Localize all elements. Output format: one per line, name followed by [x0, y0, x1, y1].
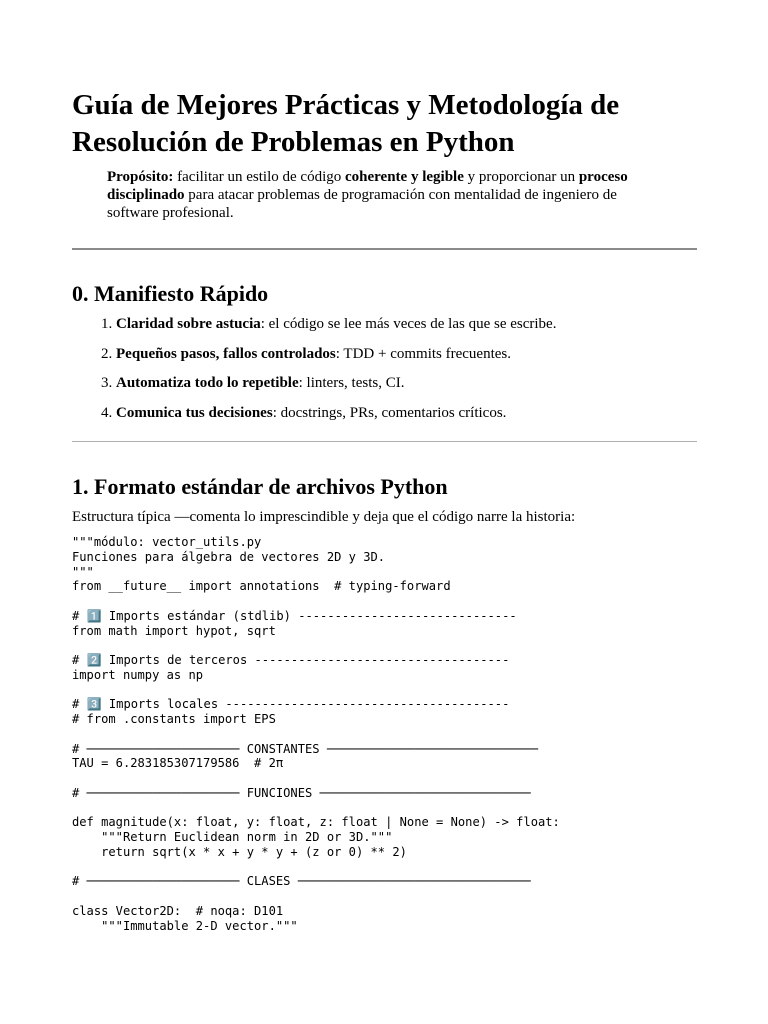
list-item-text: : el código se lee más veces de las que se escribe. [260, 316, 557, 332]
list-item [116, 345, 696, 363]
list-item-text: : TDD + commits frecuentes. [335, 345, 511, 362]
purpose-paragraph [107, 168, 667, 222]
list-item-bold: Claridad sobre astucia [116, 316, 261, 332]
list-item-bold: Pequeños pasos, fallos controlados [116, 345, 336, 362]
manifesto-list [72, 315, 696, 433]
purpose-label: Propósito: [107, 169, 174, 185]
page-title: Guía de Mejores Prácticas y Metodología de Resolución de Problemas en Python [72, 89, 620, 158]
list-item-bold: Automatiza todo lo repetible [116, 375, 299, 391]
purpose-text-1: facilitar un estilo de código [173, 169, 346, 185]
list-item [116, 315, 696, 333]
list-item-text: : linters, tests, CI. [298, 375, 405, 391]
purpose-bold-2: proceso disciplinado [107, 169, 628, 203]
purpose-text-3: para atacar problemas de programación con mentalidad de ingeniero de software profesional. [107, 187, 617, 221]
list-item-bold: Comunica tus decisiones [116, 404, 273, 421]
divider-thick [72, 248, 697, 250]
list-item-text: : docstrings, PRs, comentarios críticos. [272, 404, 507, 421]
list-item [116, 404, 696, 422]
section-0-title: 0. Manifiesto Rápido [72, 281, 269, 306]
section-1-intro: Estructura típica —comenta lo imprescindible y deja que el código narre la historia: [72, 509, 576, 525]
list-item [116, 374, 696, 392]
code-block: """módulo: vector_utils.py Funciones para álgebra de vectores 2D y 3D. """ from __future__ import annotations # typing-forward # 1️⃣ Imports estándar (stdlib) ------------------------------ from math import hypot, sqrt # 2️⃣ Imports de terceros ----------------------------------- import numpy as np # 3️⃣ Imports locales --------------------------------------- # from .constants import EPS # ───────────────────── CONSTANTES ───────────────────────────── TAU = 6.283185307179586 # 2π # ───────────────────── FUNCIONES ───────────────────────────── def magnitude(x: float, y: float, z: float | None = None) -> float: """Return Euclidean norm in 2D or 3D.""" return sqrt(x * x + y * y + (z or 0) ** 2) # ───────────────────── CLASES ──────────────────────────────── class Vector2D: # noqa: D101 """Immutable 2-D vector.""" [72, 535, 560, 933]
purpose-text-2: y proporcionar un [463, 169, 579, 185]
divider-thin [72, 441, 697, 442]
purpose-bold-1: coherente y legible [345, 169, 464, 185]
section-1-title: 1. Formato estándar de archivos Python [72, 474, 448, 499]
